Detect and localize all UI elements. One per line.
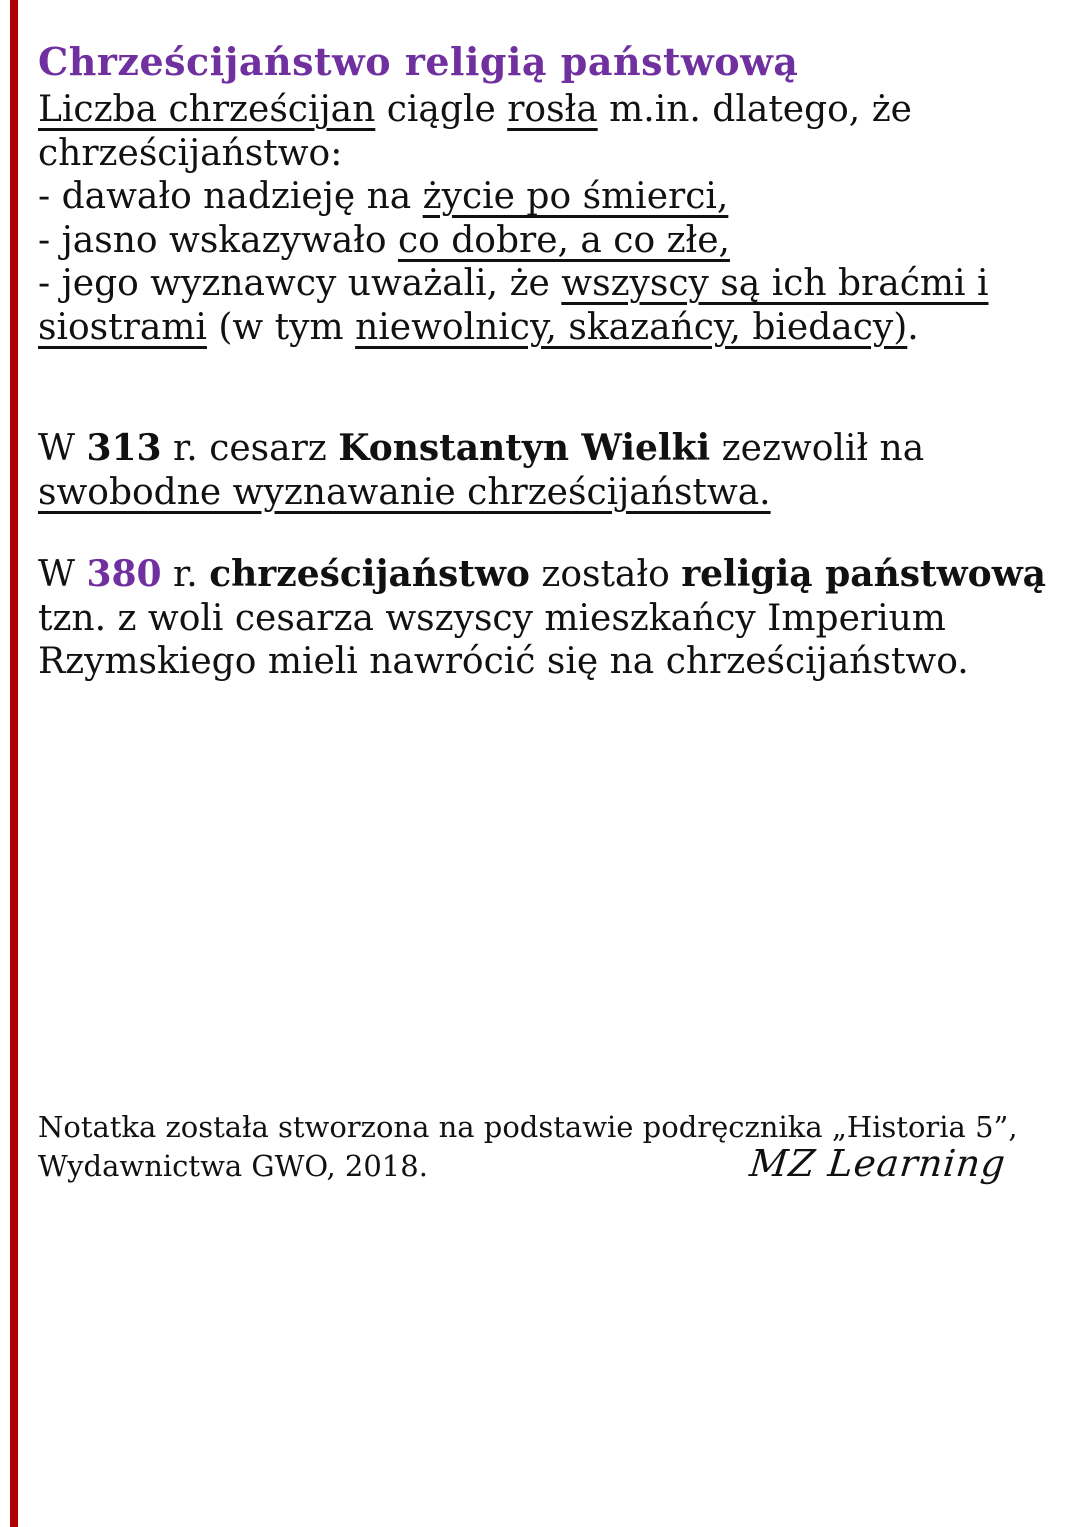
underlined-phrase: siostrami bbox=[38, 306, 207, 348]
p313-line-2 bbox=[38, 471, 1048, 515]
mz-learning-signature: MZ Learning bbox=[747, 1142, 1009, 1185]
religia-panstwowa-bold: religią państwową bbox=[681, 553, 1047, 595]
konstantyn-wielki-bold: Konstantyn Wielki bbox=[338, 427, 711, 469]
intro-line-2: chrześcijaństwo: bbox=[38, 132, 343, 174]
plain-text: r. bbox=[161, 554, 210, 595]
underlined-phrase: niewolnicy, skazańcy, biedacy) bbox=[355, 306, 908, 348]
plain-text: ciągle bbox=[375, 89, 508, 130]
plain-text: r. cesarz bbox=[161, 428, 339, 469]
plain-text: zostało bbox=[529, 554, 682, 595]
underlined-phrase: życie po śmierci, bbox=[422, 176, 729, 217]
year-380: 380 bbox=[86, 553, 162, 595]
bullet-line-2 bbox=[38, 219, 1048, 263]
footer-line-2: Wydawnictwa GWO, 2018. bbox=[38, 1149, 428, 1183]
underlined-phrase: co dobre, a co złe, bbox=[397, 219, 730, 261]
page-title: Chrześcijaństwo religią państwową bbox=[38, 39, 799, 84]
underlined-phrase: swobodne wyznawanie chrześcijaństwa. bbox=[38, 471, 771, 513]
year-313: 313 bbox=[86, 427, 162, 469]
plain-text: W bbox=[38, 428, 87, 469]
p380-line-2: tzn. z woli cesarza wszyscy mieszkańcy Imperium bbox=[38, 597, 946, 639]
footer-note bbox=[38, 1108, 1048, 1186]
plain-text: zezwolił na bbox=[710, 428, 925, 469]
p380-line-1 bbox=[38, 553, 1048, 597]
bullet-line-1 bbox=[38, 175, 1048, 219]
chrzescijanstwo-bold: chrześcijaństwo bbox=[209, 553, 530, 595]
plain-text: W bbox=[38, 554, 87, 595]
paragraph-380 bbox=[38, 553, 1048, 684]
bullet-line-3 bbox=[38, 262, 1048, 306]
red-margin-line bbox=[10, 0, 18, 1527]
plain-text: . bbox=[907, 306, 919, 348]
paragraph-313 bbox=[38, 427, 1048, 514]
plain-text: - dawało nadzieję na bbox=[38, 176, 423, 217]
intro-line-1 bbox=[38, 88, 1048, 132]
plain-text: m.in. dlatego, że bbox=[597, 89, 912, 130]
plain-text: - jasno wskazywało bbox=[38, 219, 398, 261]
p380-line-3: Rzymskiego mieli nawrócić się na chrześcijaństwo. bbox=[38, 641, 969, 682]
underlined-phrase: rosła bbox=[507, 89, 598, 130]
plain-text: (w tym bbox=[206, 306, 356, 348]
intro-section bbox=[38, 36, 1048, 349]
p313-line-1 bbox=[38, 427, 1048, 471]
plain-text: - jego wyznawcy uważali, że bbox=[38, 263, 562, 304]
footer-line-1: Notatka została stworzona na podstawie podręcznika „Historia 5”, bbox=[38, 1110, 1018, 1144]
underlined-phrase: wszyscy są ich braćmi i bbox=[561, 263, 989, 304]
bullet-line-3-wrap bbox=[38, 306, 1048, 350]
underlined-phrase: Liczba chrześcijan bbox=[38, 89, 376, 130]
